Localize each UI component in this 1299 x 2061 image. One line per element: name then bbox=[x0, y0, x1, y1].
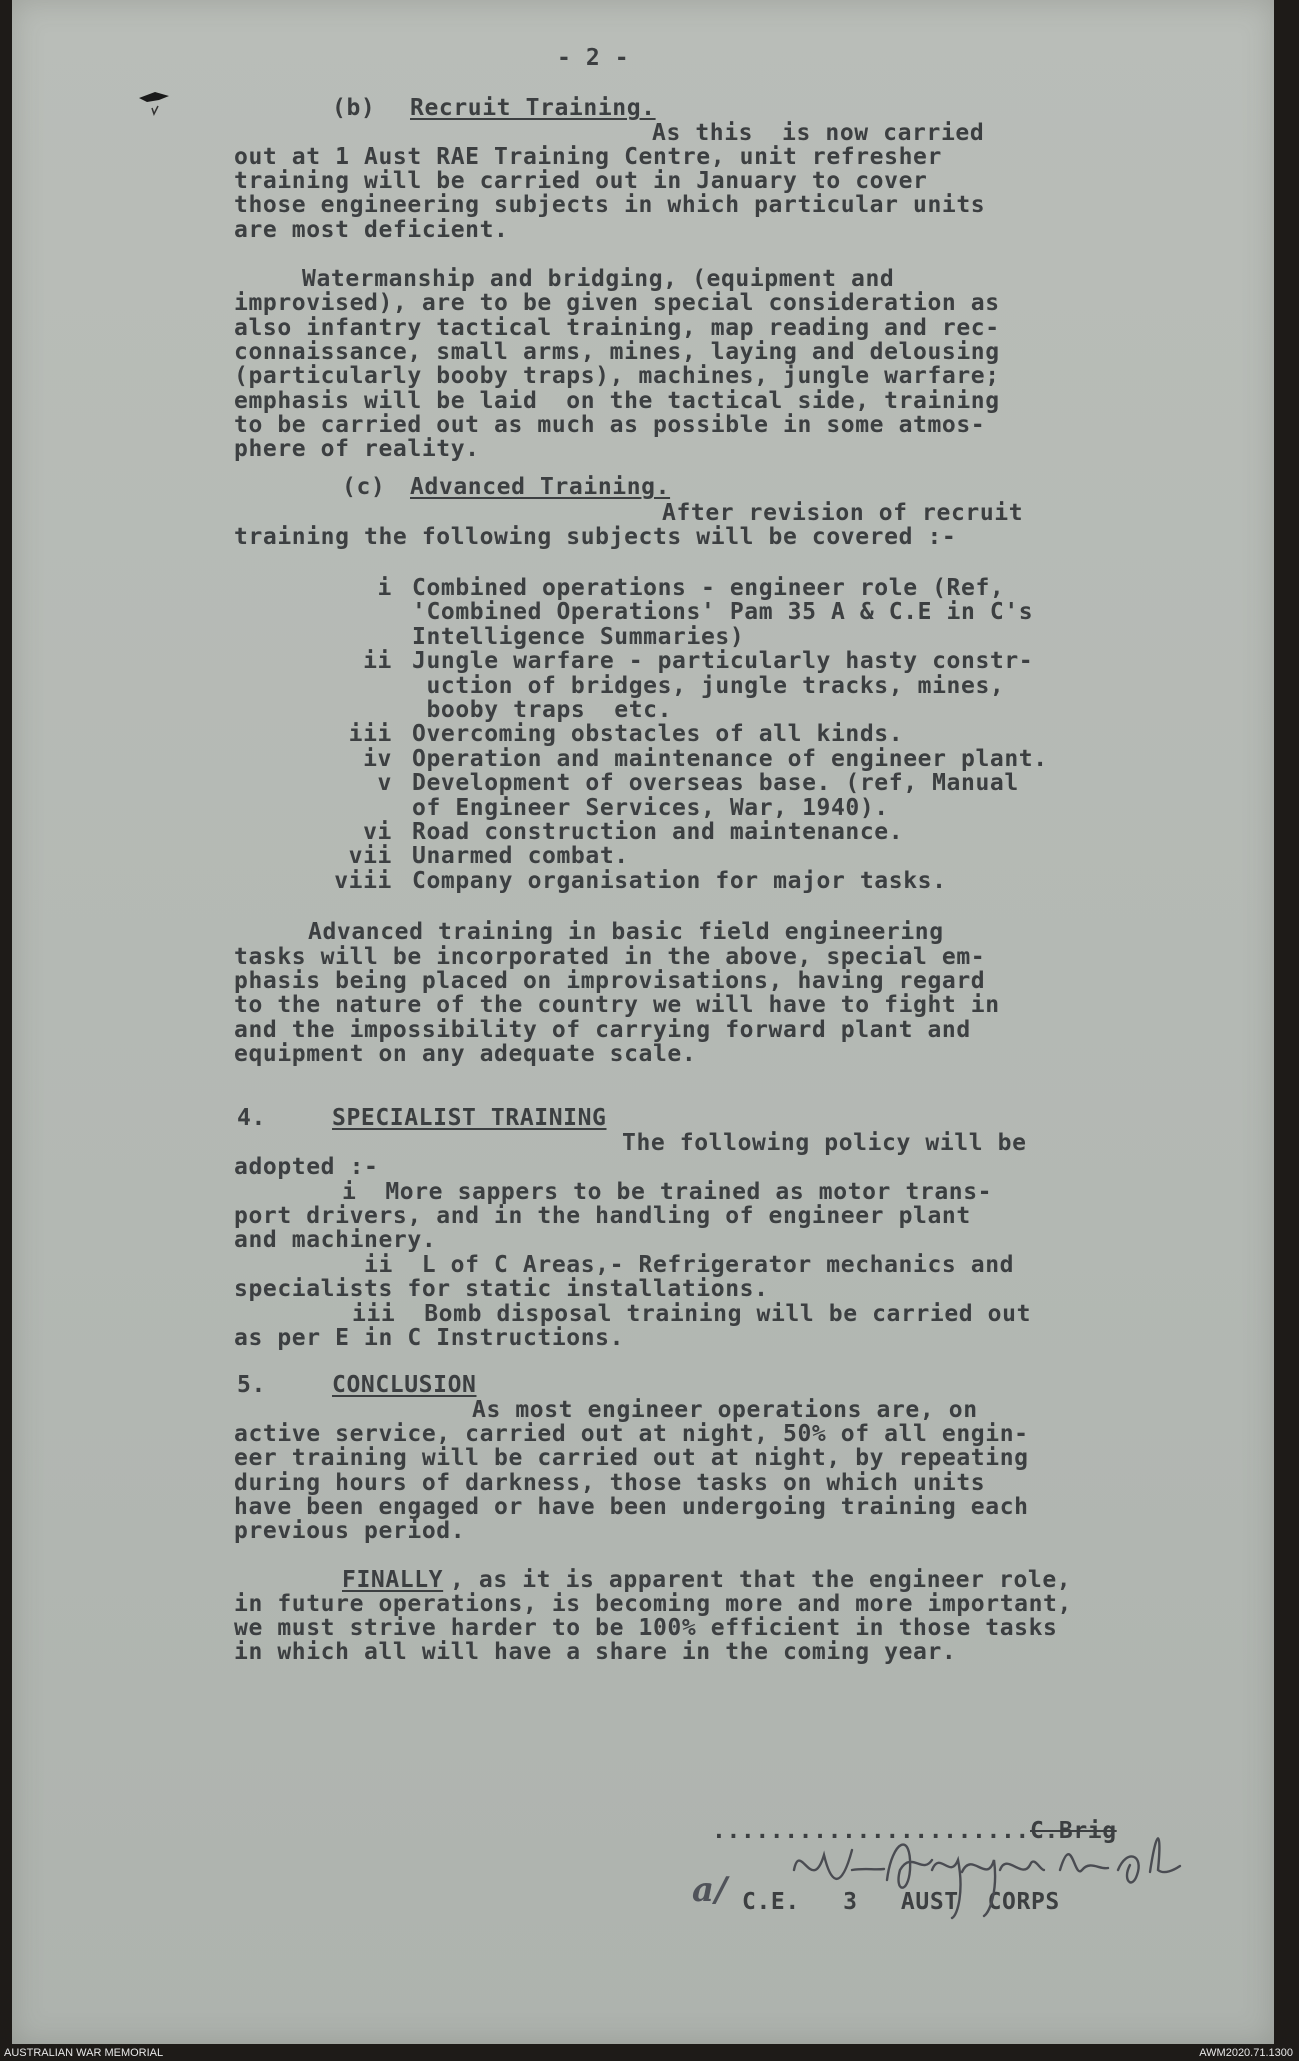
list-item-text: Combined operations - engineer role (Ref, bbox=[412, 575, 1005, 601]
section-b-line: connaissance, small arms, mines, laying and delousing bbox=[234, 339, 1000, 365]
section-b-line: those engineering subjects in which particular units bbox=[234, 192, 986, 218]
section-4-line: The following policy will be bbox=[622, 1130, 1027, 1156]
list-item-text: Jungle warfare - particularly hasty constr- bbox=[412, 648, 1034, 675]
section-c-closing-line: phasis being placed on improvisations, having regard bbox=[234, 968, 986, 994]
section-5-line: during hours of darkness, those tasks on which units bbox=[234, 1470, 986, 1496]
section-c-closing-line: to the nature of the country we will have to fight in bbox=[234, 992, 1000, 1018]
section-c-closing-line: and the impossibility of carrying forward plant and bbox=[234, 1017, 971, 1043]
list-item-number: ii bbox=[363, 648, 392, 675]
signature-block bbox=[782, 1720, 1202, 2010]
list-item-text: of Engineer Services, War, 1940). bbox=[412, 794, 889, 821]
list-item-number: viii bbox=[334, 867, 392, 894]
section-c-heading: Advanced Training. bbox=[410, 474, 671, 500]
struck-rank: C.Brig bbox=[1030, 1818, 1117, 1844]
section-b-line: out at 1 Aust RAE Training Centre, unit refresher bbox=[234, 144, 942, 170]
signature-title: C.E. 3 AUST CORPS bbox=[742, 1889, 1060, 1915]
section-b-line: training will be carried out in January to cover bbox=[234, 168, 928, 194]
list-item-number: i bbox=[377, 575, 392, 601]
section-b-label: (b) bbox=[332, 95, 376, 121]
list-item-text: Intelligence Summaries) bbox=[412, 623, 745, 650]
section-b-line: are most deficient. bbox=[234, 217, 509, 243]
signature-dots: ...................... bbox=[712, 1818, 1030, 1844]
list-item-text: uction of bridges, jungle tracks, mines, bbox=[412, 672, 1005, 699]
section-5-line: eer training will be carried out at night, by repeating bbox=[234, 1445, 1029, 1471]
list-item-text: Overcoming obstacles of all kinds. bbox=[412, 721, 904, 748]
section-b-line: to be carried out as much as possible in some atmos- bbox=[234, 412, 986, 438]
section-b-line: improvised), are to be given special consideration as bbox=[234, 290, 1000, 316]
section-4-line: ii L of C Areas,- Refrigerator mechanics and bbox=[364, 1252, 1015, 1278]
footer-institution: AUSTRALIAN WAR MEMORIAL bbox=[4, 2047, 164, 2059]
section-4-line: iii Bomb disposal training will be carried out bbox=[352, 1301, 1032, 1327]
document-page bbox=[12, 0, 1274, 2044]
section-c-closing-line: tasks will be incorporated in the above, special em- bbox=[234, 944, 986, 970]
section-b-line: also infantry tactical training, map reading and rec- bbox=[234, 315, 1000, 341]
list-item-text: 'Combined Operations' Pam 35 A & C.E in C's bbox=[412, 599, 1034, 626]
section-4-line: i More sappers to be trained as motor trans- bbox=[342, 1179, 993, 1205]
section-c-intro-line: training the following subjects will be covered :- bbox=[234, 524, 957, 550]
page-number: - 2 - bbox=[557, 45, 630, 71]
section-5-line: previous period. bbox=[234, 1518, 466, 1544]
section-5-line: have been engaged or have been undergoing training each bbox=[234, 1494, 1029, 1520]
ink-blot-mark bbox=[137, 88, 177, 118]
section-4-line: specialists for static installations. bbox=[234, 1276, 769, 1302]
finally-line: we must strive harder to be 100% efficient in those tasks bbox=[234, 1615, 1058, 1641]
finally-line: , as it is apparent that the engineer role, bbox=[450, 1567, 1072, 1593]
section-4-number: 4. bbox=[237, 1105, 266, 1131]
section-b-line: As this is now carried bbox=[652, 120, 985, 146]
footer-reference: AWM2020.71.1300 bbox=[1199, 2047, 1293, 2059]
finally-word: FINALLY bbox=[342, 1567, 444, 1593]
section-5-line: As most engineer operations are, on bbox=[472, 1397, 978, 1423]
section-c-closing-line: equipment on any adequate scale. bbox=[234, 1041, 697, 1067]
list-item-number: v bbox=[377, 770, 392, 797]
section-4-line: and machinery. bbox=[234, 1227, 437, 1253]
list-item-text: Unarmed combat. bbox=[412, 843, 629, 870]
list-item-text: Company organisation for major tasks. bbox=[412, 867, 947, 894]
list-item-number: vii bbox=[348, 843, 392, 870]
section-c-intro-line: After revision of recruit bbox=[662, 500, 1024, 526]
list-item-number: vi bbox=[363, 819, 392, 845]
section-5-number: 5. bbox=[237, 1372, 266, 1398]
list-item-text: Road construction and maintenance. bbox=[412, 819, 904, 845]
section-b-line: Watermanship and bridging, (equipment and bbox=[302, 266, 895, 292]
list-item-text: booby traps etc. bbox=[412, 697, 673, 723]
archive-footer bbox=[0, 2046, 1299, 2061]
section-c-label: (c) bbox=[342, 474, 386, 500]
acting-prefix: a/ bbox=[692, 1870, 728, 1910]
section-b-line: emphasis will be laid on the tactical side, training bbox=[234, 388, 1000, 414]
section-4-line: port drivers, and in the handling of engineer plant bbox=[234, 1203, 971, 1229]
handwritten-signature bbox=[794, 1838, 1180, 1918]
section-5-line: active service, carried out at night, 50% of all engin- bbox=[234, 1421, 1029, 1447]
finally-line: in future operations, is becoming more and more important, bbox=[234, 1591, 1072, 1617]
finally-line: in which all will have a share in the coming year. bbox=[234, 1639, 957, 1665]
section-4-line: as per E in C Instructions. bbox=[234, 1325, 625, 1351]
section-b-line: (particularly booby traps), machines, jungle warfare; bbox=[234, 363, 1000, 389]
section-4-heading: SPECIALIST TRAINING bbox=[332, 1105, 607, 1131]
section-4-line: adopted :- bbox=[234, 1154, 379, 1180]
section-5-heading: CONCLUSION bbox=[332, 1372, 477, 1398]
section-c-closing-line: Advanced training in basic field engineering bbox=[308, 919, 944, 945]
list-item-text: Development of overseas base. (ref, Manual bbox=[412, 770, 1019, 797]
list-item-number: iv bbox=[363, 745, 392, 772]
section-b-heading: Recruit Training. bbox=[410, 95, 656, 121]
list-item-number: iii bbox=[348, 721, 392, 748]
list-item-text: Operation and maintenance of engineer plant. bbox=[412, 745, 1048, 772]
section-b-line: phere of reality. bbox=[234, 436, 480, 462]
